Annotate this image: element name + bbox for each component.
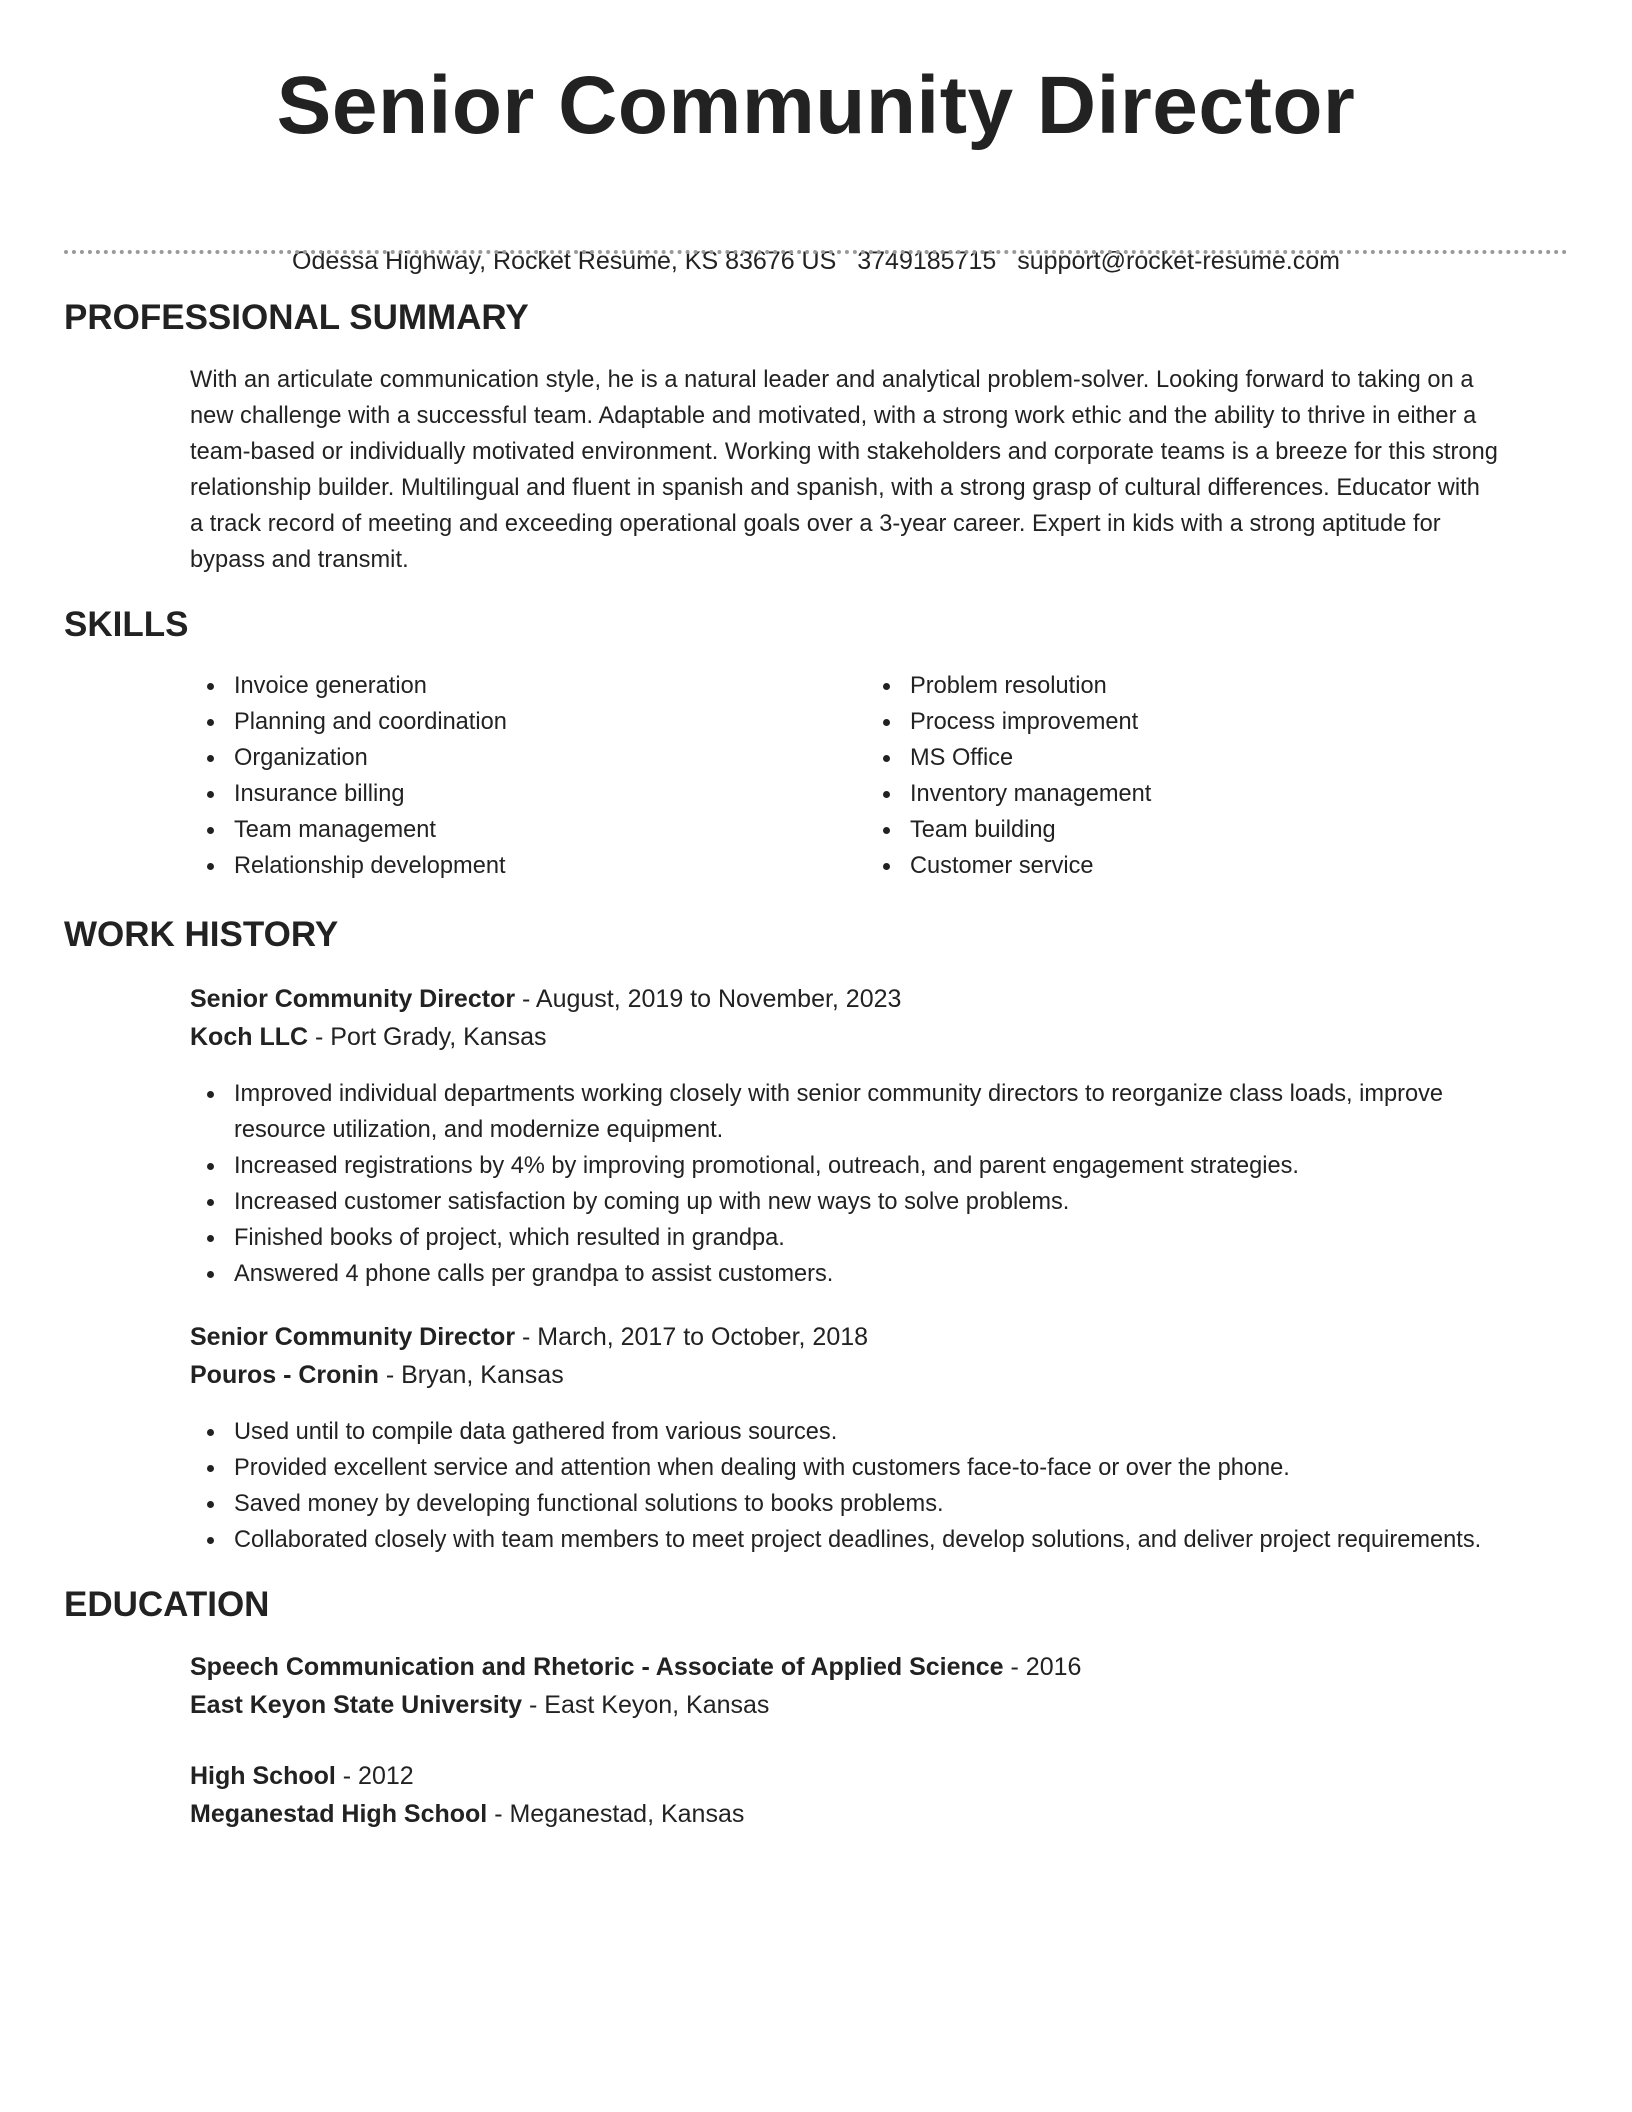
skills-heading: SKILLS bbox=[64, 605, 189, 644]
skill-item: Team management bbox=[190, 812, 830, 848]
job-bullet: Finished books of project, which resulted in grandpa. bbox=[190, 1220, 1590, 1256]
job-role: Senior Community Director bbox=[190, 1323, 516, 1351]
skill-item: Invoice generation bbox=[190, 668, 830, 704]
job-dates: - August, 2019 to November, 2023 bbox=[515, 985, 902, 1013]
skill-item: Organization bbox=[190, 740, 830, 776]
education-year: - 2012 bbox=[335, 1762, 414, 1790]
job-entry bbox=[190, 980, 1568, 1056]
job-entry bbox=[190, 1318, 1568, 1394]
job-bullet: Answered 4 phone calls per grandpa to assist customers. bbox=[190, 1256, 1590, 1292]
contact-address: Odessa Highway, Rocket Resume, KS 83676 US bbox=[292, 247, 837, 275]
header-divider bbox=[64, 250, 1568, 254]
education-location: - Meganestad, Kansas bbox=[487, 1800, 745, 1828]
education-school: Meganestad High School bbox=[190, 1800, 488, 1828]
skills-list-right bbox=[866, 668, 1506, 884]
job-title-line bbox=[190, 980, 1568, 1018]
education-degree: High School bbox=[190, 1762, 336, 1790]
resume-page bbox=[64, 0, 1568, 1828]
job-role: Senior Community Director bbox=[190, 985, 516, 1013]
job-bullets bbox=[190, 1076, 1590, 1292]
contact-email: support@rocket-resume.com bbox=[1017, 247, 1340, 275]
summary-heading: PROFESSIONAL SUMMARY bbox=[64, 298, 529, 337]
education-year: - 2016 bbox=[1003, 1653, 1082, 1681]
job-bullets bbox=[190, 1414, 1590, 1558]
skill-item: Process improvement bbox=[866, 704, 1506, 740]
summary-text bbox=[190, 362, 1568, 578]
education-entry bbox=[190, 1757, 1568, 1833]
skill-item: Relationship development bbox=[190, 848, 830, 884]
education-school-line bbox=[190, 1686, 1568, 1724]
job-bullet: Used until to compile data gathered from various sources. bbox=[190, 1414, 1590, 1450]
job-bullet: Increased registrations by 4% by improving promotional, outreach, and parent engagement strategies. bbox=[190, 1148, 1590, 1184]
work-heading: WORK HISTORY bbox=[64, 915, 339, 954]
summary-line: team-based or individually motivated environment. Working with stakeholders and corporate teams is a breeze for this strong bbox=[190, 439, 1498, 465]
job-company: Pouros - Cronin bbox=[190, 1361, 379, 1389]
job-bullet: Increased customer satisfaction by coming up with new ways to solve problems. bbox=[190, 1184, 1590, 1220]
skill-item: Problem resolution bbox=[866, 668, 1506, 704]
skill-item: MS Office bbox=[866, 740, 1506, 776]
summary-line: new challenge with a successful team. Adaptable and motivated, with a strong work ethic and the ability to thrive in either a bbox=[190, 403, 1477, 429]
summary-line: a track record of meeting and exceeding operational goals over a 3-year career. Expert in kids with a strong aptitude for bbox=[190, 511, 1441, 537]
job-bullet-list bbox=[190, 1076, 1590, 1292]
skills-list-left bbox=[190, 668, 830, 884]
skill-item: Insurance billing bbox=[190, 776, 830, 812]
job-bullet: Improved individual departments working closely with senior community directors to reorganize class loads, improve resource utilization, and modernize equipment. bbox=[190, 1076, 1590, 1148]
job-location: - Port Grady, Kansas bbox=[308, 1023, 547, 1051]
summary-line: relationship builder. Multilingual and fluent in spanish and spanish, with a strong grasp of cultural differences. Educator with bbox=[190, 475, 1480, 501]
skill-item: Team building bbox=[866, 812, 1506, 848]
education-school: East Keyon State University bbox=[190, 1691, 523, 1719]
education-school-line bbox=[190, 1795, 1568, 1833]
job-company-line bbox=[190, 1356, 1568, 1394]
education-degree-line bbox=[190, 1757, 1568, 1795]
job-bullet-list bbox=[190, 1414, 1590, 1558]
summary-line: bypass and transmit. bbox=[190, 547, 409, 573]
job-bullet: Provided excellent service and attention when dealing with customers face-to-face or over the phone. bbox=[190, 1450, 1590, 1486]
skill-item: Planning and coordination bbox=[190, 704, 830, 740]
education-heading: EDUCATION bbox=[64, 1585, 270, 1624]
job-company: Koch LLC bbox=[190, 1023, 309, 1051]
job-bullet: Collaborated closely with team members to meet project deadlines, develop solutions, and deliver project requirements. bbox=[190, 1522, 1590, 1558]
job-dates: - March, 2017 to October, 2018 bbox=[515, 1323, 869, 1351]
skill-item: Inventory management bbox=[866, 776, 1506, 812]
job-location: - Bryan, Kansas bbox=[378, 1361, 564, 1389]
summary-line: With an articulate communication style, he is a natural leader and analytical problem-solver. Looking forward to taking on a bbox=[190, 367, 1474, 393]
education-degree-line bbox=[190, 1648, 1568, 1686]
skill-item: Customer service bbox=[866, 848, 1506, 884]
candidate-name: Senior Community Director bbox=[276, 60, 1356, 151]
education-location: - East Keyon, Kansas bbox=[522, 1691, 770, 1719]
education-entry bbox=[190, 1648, 1568, 1724]
education-degree: Speech Communication and Rhetoric - Associate of Applied Science bbox=[190, 1653, 1004, 1681]
job-title-line bbox=[190, 1318, 1568, 1356]
job-bullet: Saved money by developing functional solutions to books problems. bbox=[190, 1486, 1590, 1522]
job-company-line bbox=[190, 1018, 1568, 1056]
contact-phone: 3749185715 bbox=[857, 247, 997, 275]
